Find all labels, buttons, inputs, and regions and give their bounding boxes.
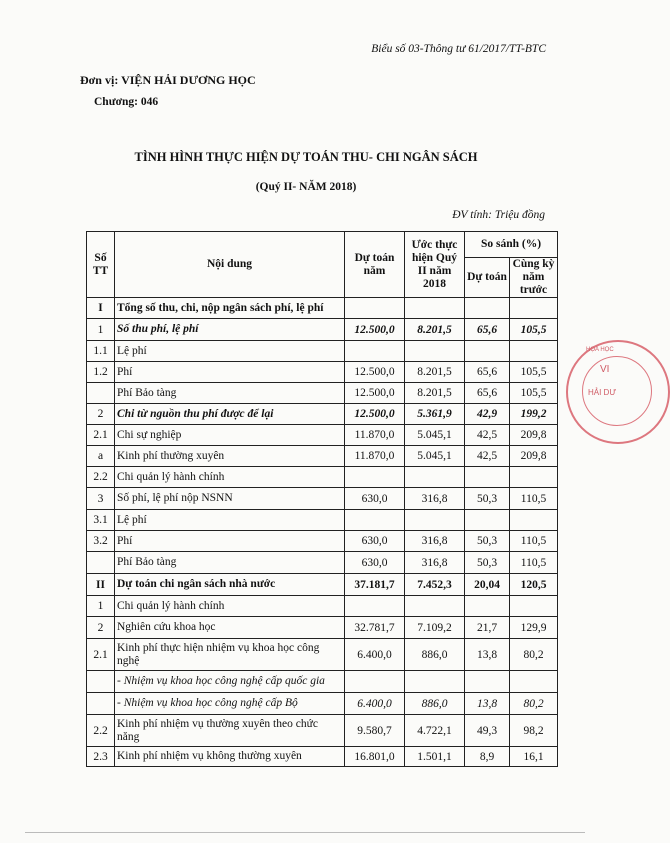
- row-content: Nghiên cứu khoa học: [115, 617, 345, 639]
- table-row: [87, 362, 558, 383]
- report-period: (Quý II- NĂM 2018): [255, 181, 357, 193]
- row-content: - Nhiệm vụ khoa học công nghệ cấp Bộ: [115, 693, 345, 715]
- row-content: - Nhiệm vụ khoa học công nghệ cấp quốc gia: [115, 671, 345, 693]
- row-pct-last-year: 110,5: [510, 531, 558, 552]
- row-content: Tổng số thu, chi, nộp ngân sách phí, lệ phí: [115, 298, 345, 319]
- row-pct-estimate: 13,8: [465, 693, 510, 715]
- row-stt: 2: [87, 404, 115, 425]
- row-stt: 1.1: [87, 341, 115, 362]
- row-pct-estimate: 42,5: [465, 446, 510, 467]
- row-content: Kinh phí thực hiện nhiệm vụ khoa học công nghệ: [115, 639, 345, 671]
- row-content: Số phí, lệ phí nộp NSNN: [115, 488, 345, 510]
- row-stt: 2.2: [87, 715, 115, 747]
- row-pct-estimate: 42,5: [465, 425, 510, 446]
- row-estimate: [345, 298, 405, 319]
- row-pct-last-year: 129,9: [510, 617, 558, 639]
- table-row: [87, 319, 558, 341]
- row-actual: 5.045,1: [405, 425, 465, 446]
- row-pct-estimate: 50,3: [465, 552, 510, 574]
- unit-name: Đơn vị: VIỆN HẢI DƯƠNG HỌC: [80, 73, 256, 87]
- header-vs-estimate: Dự toán: [465, 258, 510, 298]
- row-estimate: 12.500,0: [345, 383, 405, 404]
- row-stt: 2.1: [87, 639, 115, 671]
- row-pct-estimate: 65,6: [465, 362, 510, 383]
- row-stt: 1: [87, 596, 115, 617]
- header-vs-last-year: Cùng kỳ năm trước: [510, 258, 558, 298]
- row-pct-estimate: [465, 467, 510, 488]
- row-pct-last-year: [510, 671, 558, 693]
- budget-table: [86, 231, 558, 767]
- row-pct-last-year: 98,2: [510, 715, 558, 747]
- table-row: [87, 715, 558, 747]
- row-content: Chi quản lý hành chính: [115, 467, 345, 488]
- row-pct-estimate: [465, 596, 510, 617]
- table-row: [87, 341, 558, 362]
- header-content: Nội dung: [115, 232, 345, 298]
- row-pct-last-year: 16,1: [510, 747, 558, 767]
- row-pct-last-year: [510, 467, 558, 488]
- row-pct-last-year: [510, 510, 558, 531]
- row-stt: II: [87, 574, 115, 596]
- table-row: [87, 531, 558, 552]
- row-pct-last-year: 105,5: [510, 362, 558, 383]
- row-estimate: 11.870,0: [345, 425, 405, 446]
- row-pct-estimate: 8,9: [465, 747, 510, 767]
- row-stt: [87, 383, 115, 404]
- row-estimate: [345, 596, 405, 617]
- table-row: [87, 425, 558, 446]
- chapter-code: Chương: 046: [94, 96, 159, 108]
- row-content: Kinh phí thường xuyên: [115, 446, 345, 467]
- table-row: [87, 639, 558, 671]
- row-pct-last-year: 105,5: [510, 383, 558, 404]
- row-estimate: 6.400,0: [345, 693, 405, 715]
- row-pct-estimate: 13,8: [465, 639, 510, 671]
- row-pct-last-year: 105,5: [510, 319, 558, 341]
- row-actual: 5.045,1: [405, 446, 465, 467]
- table-row: [87, 617, 558, 639]
- row-estimate: 11.870,0: [345, 446, 405, 467]
- row-content: Phí: [115, 362, 345, 383]
- table-row: [87, 510, 558, 531]
- row-stt: 3.1: [87, 510, 115, 531]
- row-pct-estimate: [465, 671, 510, 693]
- row-actual: 316,8: [405, 488, 465, 510]
- row-estimate: 37.181,7: [345, 574, 405, 596]
- row-estimate: 12.500,0: [345, 362, 405, 383]
- row-stt: 2.3: [87, 747, 115, 767]
- stamp-text-middle: HẢI DƯ: [588, 388, 617, 397]
- table-row: [87, 596, 558, 617]
- row-stt: 2: [87, 617, 115, 639]
- row-actual: 7.452,3: [405, 574, 465, 596]
- row-pct-estimate: [465, 510, 510, 531]
- row-actual: 316,8: [405, 531, 465, 552]
- page-edge-line: [25, 832, 585, 833]
- row-content: Phí Bảo tàng: [115, 383, 345, 404]
- stamp-text-top: VI: [600, 364, 610, 375]
- row-actual: [405, 467, 465, 488]
- row-content: Chi quản lý hành chính: [115, 596, 345, 617]
- row-actual: 8.201,5: [405, 362, 465, 383]
- row-stt: [87, 671, 115, 693]
- row-pct-last-year: [510, 298, 558, 319]
- row-actual: [405, 671, 465, 693]
- row-stt: 3.2: [87, 531, 115, 552]
- row-pct-estimate: 50,3: [465, 531, 510, 552]
- table-row: [87, 552, 558, 574]
- header-stt: Số TT: [87, 232, 115, 298]
- stamp-arc-text: HỌA HỌC: [586, 347, 614, 353]
- form-reference: Biểu số 03-Thông tư 61/2017/TT-BTC: [371, 43, 546, 55]
- row-actual: 1.501,1: [405, 747, 465, 767]
- table-row: [87, 404, 558, 425]
- row-estimate: 16.801,0: [345, 747, 405, 767]
- row-content: Lệ phí: [115, 510, 345, 531]
- row-estimate: [345, 671, 405, 693]
- row-content: Phí Bảo tàng: [115, 552, 345, 574]
- table-row: [87, 747, 558, 767]
- row-pct-last-year: 80,2: [510, 639, 558, 671]
- row-pct-estimate: 42,9: [465, 404, 510, 425]
- table-body: [87, 298, 558, 767]
- row-stt: 1: [87, 319, 115, 341]
- row-pct-estimate: [465, 341, 510, 362]
- row-estimate: [345, 341, 405, 362]
- row-content: Chi sự nghiệp: [115, 425, 345, 446]
- row-pct-last-year: 110,5: [510, 552, 558, 574]
- row-content: Số thu phí, lệ phí: [115, 319, 345, 341]
- table-row: [87, 693, 558, 715]
- row-content: Dự toán chi ngân sách nhà nước: [115, 574, 345, 596]
- row-estimate: 9.580,7: [345, 715, 405, 747]
- row-actual: 5.361,9: [405, 404, 465, 425]
- table-row: [87, 298, 558, 319]
- row-pct-estimate: 49,3: [465, 715, 510, 747]
- row-pct-estimate: 21,7: [465, 617, 510, 639]
- row-estimate: [345, 510, 405, 531]
- row-actual: 8.201,5: [405, 383, 465, 404]
- row-actual: 7.109,2: [405, 617, 465, 639]
- row-estimate: 630,0: [345, 488, 405, 510]
- red-seal-stamp: [566, 340, 670, 444]
- table-row: [87, 467, 558, 488]
- row-pct-estimate: 65,6: [465, 383, 510, 404]
- table-row: [87, 574, 558, 596]
- table-row: [87, 671, 558, 693]
- row-pct-last-year: 209,8: [510, 425, 558, 446]
- row-pct-last-year: 110,5: [510, 488, 558, 510]
- row-actual: 8.201,5: [405, 319, 465, 341]
- row-actual: 886,0: [405, 639, 465, 671]
- row-stt: 2.1: [87, 425, 115, 446]
- row-estimate: 630,0: [345, 552, 405, 574]
- row-estimate: 6.400,0: [345, 639, 405, 671]
- row-content: Lệ phí: [115, 341, 345, 362]
- report-title: TÌNH HÌNH THỰC HIỆN DỰ TOÁN THU- CHI NGÂN SÁCH: [134, 150, 478, 164]
- row-pct-last-year: [510, 596, 558, 617]
- header-estimate: Dự toán năm: [345, 232, 405, 298]
- row-content: Phí: [115, 531, 345, 552]
- row-pct-estimate: 50,3: [465, 488, 510, 510]
- row-stt: 1.2: [87, 362, 115, 383]
- row-stt: [87, 552, 115, 574]
- row-actual: [405, 298, 465, 319]
- row-estimate: [345, 467, 405, 488]
- row-actual: 316,8: [405, 552, 465, 574]
- row-actual: [405, 510, 465, 531]
- row-stt: [87, 693, 115, 715]
- header-actual: Ước thực hiện Quý II năm 2018: [405, 232, 465, 298]
- row-stt: a: [87, 446, 115, 467]
- row-content: Chi từ nguồn thu phí được để lại: [115, 404, 345, 425]
- unit-of-measure: ĐV tính: Triệu đồng: [452, 209, 545, 221]
- table-row: [87, 383, 558, 404]
- row-pct-last-year: 209,8: [510, 446, 558, 467]
- row-stt: 3: [87, 488, 115, 510]
- row-content: Kinh phí nhiệm vụ không thường xuyên: [115, 747, 345, 767]
- row-pct-estimate: [465, 298, 510, 319]
- row-actual: [405, 341, 465, 362]
- row-pct-last-year: 199,2: [510, 404, 558, 425]
- row-estimate: 12.500,0: [345, 319, 405, 341]
- row-pct-estimate: 65,6: [465, 319, 510, 341]
- table-row: [87, 488, 558, 510]
- row-pct-last-year: 80,2: [510, 693, 558, 715]
- row-stt: 2.2: [87, 467, 115, 488]
- row-estimate: 12.500,0: [345, 404, 405, 425]
- row-actual: [405, 596, 465, 617]
- header-compare: So sánh (%): [465, 232, 558, 258]
- row-stt: I: [87, 298, 115, 319]
- row-estimate: 630,0: [345, 531, 405, 552]
- row-estimate: 32.781,7: [345, 617, 405, 639]
- row-pct-last-year: [510, 341, 558, 362]
- row-actual: 4.722,1: [405, 715, 465, 747]
- row-pct-last-year: 120,5: [510, 574, 558, 596]
- table-row: [87, 446, 558, 467]
- row-actual: 886,0: [405, 693, 465, 715]
- row-content: Kinh phí nhiệm vụ thường xuyên theo chức năng: [115, 715, 345, 747]
- row-pct-estimate: 20,04: [465, 574, 510, 596]
